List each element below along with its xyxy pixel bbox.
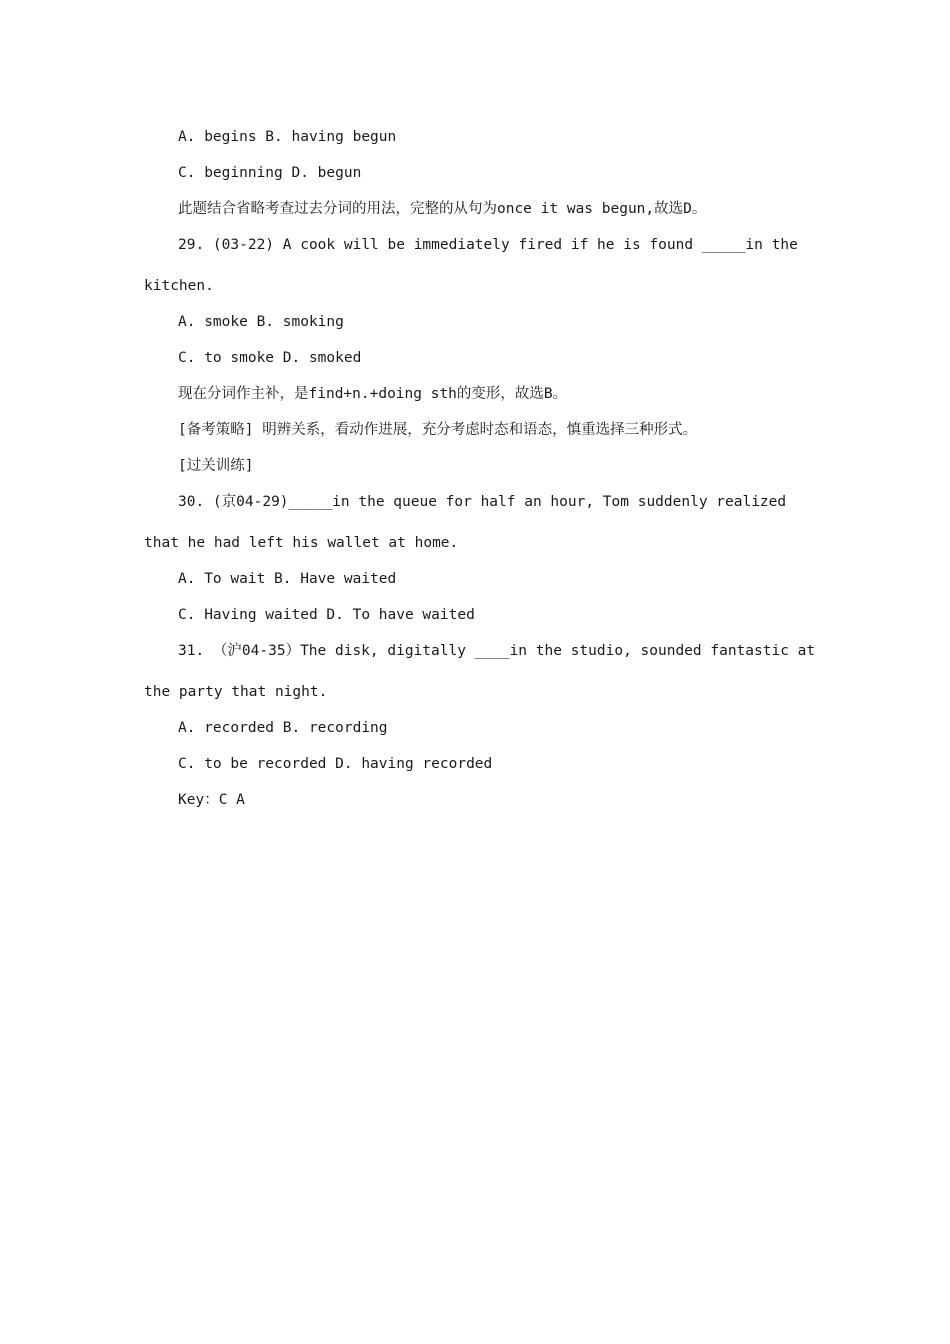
q30-options-ab: A. To wait B. Have waited <box>178 571 397 587</box>
q31-stem: 31. （沪04-35）The disk, digitally ____in the studio, sounded fantastic at <box>178 643 816 659</box>
q31-options-ab: A. recorded B. recording <box>178 720 388 736</box>
q31-options-cd: C. to be recorded D. having recorded <box>178 756 493 772</box>
q30-stem-continued: that he had left his wallet at home. <box>144 535 459 551</box>
q29-options-ab: A. smoke B. smoking <box>178 314 344 330</box>
practice-heading: [过关训练] <box>178 458 254 474</box>
q29-options-cd: C. to smoke D. smoked <box>178 350 362 366</box>
strategy-note: [备考策略] 明辨关系，看动作进展，充分考虑时态和语态，慎重选择三种形式。 <box>178 422 698 438</box>
q28-options-cd: C. beginning D. begun <box>178 165 362 181</box>
q30-stem: 30. (京04-29)_____in the queue for half an hour, Tom suddenly realized <box>178 494 787 510</box>
q28-options-ab: A. begins B. having begun <box>178 129 397 145</box>
q30-options-cd: C. Having waited D. To have waited <box>178 607 475 623</box>
q29-explanation: 现在分词作主补，是find+n.+doing sth的变形，故选B。 <box>178 386 568 402</box>
q29-stem: 29. (03-22) A cook will be immediately fired if he is found _____in the <box>178 237 798 253</box>
q28-explanation: 此题结合省略考查过去分词的用法，完整的从句为once it was begun,故选D。 <box>178 201 707 217</box>
q31-stem-continued: the party that night. <box>144 684 328 700</box>
answer-key: Key：C A <box>178 792 245 808</box>
q29-stem-continued: kitchen. <box>144 278 214 294</box>
